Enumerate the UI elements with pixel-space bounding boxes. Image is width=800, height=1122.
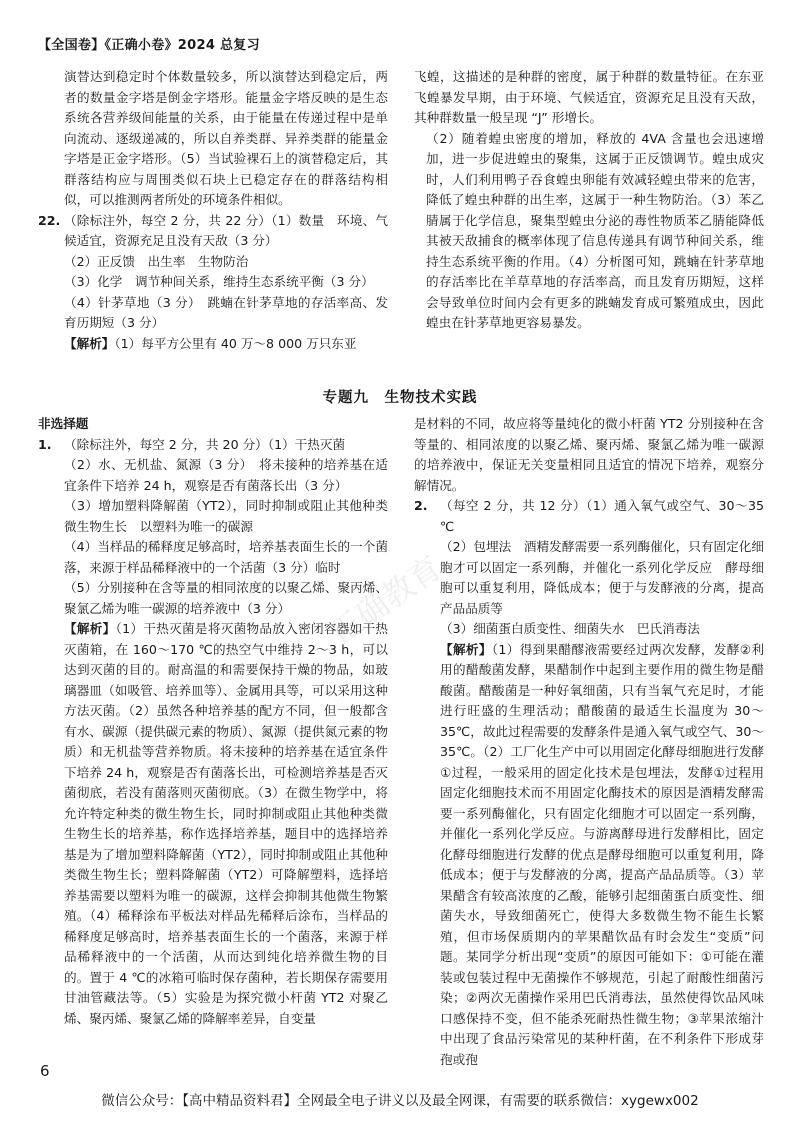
- analysis-tag: 【解析】: [440, 641, 492, 657]
- answer-line: （3）化学 调节种间关系，维持生态系统平衡（3 分）: [64, 274, 374, 289]
- answer-line: （3）细菌蛋白质变性、细菌失水 巴氏消毒法: [440, 621, 700, 636]
- paragraph: 演替达到稳定时个体数量较多，所以演替达到稳定后，两者的数量金字塔是倒金字塔形。能量金字塔反映的是生态系统各营养级间能量的关系，由于能量在传递过程中是单向流动、逐级递减的，所以自养类群、异养类群的能量金字塔是正金字塔形。（5）当试验裸石上的演替稳定后，其群落结构应与周围类似石块上已稳定存在的群落结构相似，可以推测两者所处的环境条件相似。: [64, 69, 388, 207]
- question-number: 2.: [414, 498, 428, 513]
- question-number: 22.: [38, 212, 61, 228]
- answer-line: （3）增加塑料降解菌（YT2），同时抑制或阻止其他种类微生物生长 以塑料为唯一的碳源: [64, 498, 388, 534]
- watermark-text: 正确教育: [322, 548, 449, 653]
- paragraph: （2）随着蝗虫密度的增加，释放的 4VA 含量也会迅速增加，进一步促进蝗虫的聚集，这属于正反馈调节。蝗虫成灾时，人们利用鸭子吞食蝗虫卵能有效减轻蝗虫带来的危害，降低了蝗虫种群的出生率，这属于一种生物防治。（3）苯乙腈属于化学信息，聚集型蝗虫分泌的毒性物质苯乙腈能降低其被天敌捕食的概率体现了信息传递具有调节种间关系，维持生态系统平衡的作用。（4）分析图可知，跳蝻在针茅草地的存活率比在羊草草地的存活率高，而且发育历期短，这样会导致单位时间内会有更多的跳蝻发育成可繁殖成虫，因此蝗虫在针茅草地更容易暴发。: [426, 130, 764, 330]
- answer-line: （2）正反馈 出生率 生物防治: [64, 253, 249, 269]
- question-22: [38, 211, 388, 355]
- paragraph: 是材料的不同，故应将等量纯化的微小杆菌 YT2 分别接种在含等量的、相同浓度的以聚乙烯、聚丙烯、聚氯乙烯为唯一碳源的培养液中，保证无关变量相同且适宜的情况下培养，观察分解情况。: [414, 416, 764, 493]
- top-left-column: [38, 67, 388, 354]
- analysis: [440, 640, 764, 1071]
- footer-notice: 微信公众号：【高中精品资料君】全网最全电子讲义以及最全网课，有需要的联系微信：xygewx002: [101, 1093, 699, 1109]
- paragraph: 飞蝗，这描述的是种群的密度，属于种群的数量特征。在东亚飞蝗暴发早期，由于环境、气候适宜，资源充足且没有天敌，其种群数量一般呈现 “J” 形增长。: [414, 69, 764, 125]
- answer-line: （5）分别接种在含等量的相同浓度的以聚乙烯、聚丙烯、聚氯乙烯为唯一碳源的培养液中（3 分）: [64, 580, 388, 616]
- answer-line: （4）针茅草地（3 分） 跳蝻在针茅草地的存活率高、发育历期短（3 分）: [64, 294, 388, 330]
- subhead: 非选择题: [38, 416, 89, 431]
- analysis-text: （1）每平方公里有 40 万～8 000 万只东亚: [114, 335, 357, 351]
- answer-line: （每空 2 分，共 12 分）（1）通入氧气或空气、30～35 ℃: [440, 498, 764, 534]
- analysis-text: （1）得到果醋醪液需要经过两次发酵，发酵②利用的醋酸菌发酵，果醋制作中起到主要作用的微生物是醋酸菌。醋酸菌是一种好氧细菌，只有当氧气充足时，才能进行旺盛的生理活动；醋酸菌的最适生长温度为 30～35℃，故此过程需要的发酵条件是通入氧气或空气、30～35℃。（2）工厂化生产中可以用固定化酵母细胞进行发酵①过程，一般采用的固定化技术是包埋法，发酵①过程用固定化细胞技术而不用固定化酶技术的原因是酒精发酵需要一系列酶催化，只有固定化细胞才可以固定一系列酶，并催化一系列化学反应。与游离酵母进行发酵相比，固定化酵母细胞进行发酵的优点是酵母细胞可以重复利用，降低成本；便于与发酵液的分离，提高产品品质等。（3）苹果醋含有较高浓度的乙酸，能够引起细菌蛋白质变性、细菌失水，导致细菌死亡，使得大多数微生物不能生长繁殖，但市场保质期内的苹果醋饮品有时会发生“变质”问题。某同学分析出现“变质”的原因可能如下：①可能在灌装或包装过程中无菌操作不够规范，引起了耐酸性细菌污染；②两次无菌操作采用巴氏消毒法，虽然使得饮品风味口感保持不变，但不能杀死耐热性微生物；③苹果浓缩汁中出现了食品污染常见的某种杆菌，在不利条件下形成芽孢或孢: [440, 641, 764, 1067]
- answer-line: （除标注外，每空 2 分，共 22 分）（1）数量 环境、气候适宜，资源充足且没有天敌（3 分）: [64, 212, 388, 248]
- page-header: 【全国卷】《正确小卷》2024 总复习: [38, 38, 260, 53]
- analysis: [64, 619, 388, 1029]
- analysis-text: （1）干热灭菌是将灭菌物品放入密闭容器如干热灭菌箱，在 160～170 ℃的热空气中维持 2～3 h，可以达到灭菌的目的。耐高温的和需要保持干燥的物品，如玻璃器皿（如吸管、培养皿等）、金属用具等，可以采用这种方法灭菌。（2）虽然各种培养基的配方不同，但一般都含有水、碳源（提供碳元素的物质）、氮源（提供氮元素的物质）和无机盐等营养物质。将未接种的培养基在适宜条件下培养 24 h，观察是否有菌落长出，可检测培养基是否灭菌彻底，若没有菌落则灭菌彻底。（3）在微生物学中，将允许特定种类的微生物生长，同时抑制或阻止其他种类微生物生长的培养基，称作选择培养基，题目中的选择培养基是为了增加塑料降解菌（YT2），同时抑制或阻止其他种类微生物生长；塑料降解菌（YT2）可降解塑料，选择培养基需要以塑料为唯一的碳源，这样会抑制其他微生物繁殖。（4）稀释涂布平板法对样品先稀释后涂布，当样品的稀释度足够高时，培养基表面生长的一个菌落，来源于样品稀释液中的一个活菌，从而达到纯化培养微生物的目的。置于 4 ℃的冰箱可临时保存菌种，若长期保存需要用甘油管藏法等。（5）实验是为探究微小杆菌 YT2 对聚乙烯、聚丙烯、聚氯乙烯的降解率差异，自变量: [64, 621, 389, 1026]
- answer-line: （2）水、无机盐、氮源（3 分） 将未接种的培养基在适宜条件下培养 24 h，观察是否有菌落长出（3 分）: [64, 457, 388, 493]
- page-number: 6: [40, 1062, 50, 1080]
- answer-line: （4）当样品的稀释度足够高时，培养基表面生长的一个菌落，来源于样品稀释液中的一个活菌（3 分）临时: [64, 539, 388, 575]
- bottom-right-column: [414, 414, 764, 1070]
- bottom-left-column: [38, 414, 388, 1029]
- answer-line: （2）包埋法 酒精发酵需要一系列酶催化，只有固定化细胞才可以固定一系列酶，并催化一系列化学反应 酵母细胞可以重复利用，降低成本；便于与发酵液的分离，提高产品品质等: [440, 539, 764, 616]
- analysis: [64, 334, 388, 355]
- question-1: [38, 435, 388, 1030]
- question-number: 1.: [38, 436, 52, 452]
- section-title: 专题九 生物技术实践: [322, 390, 478, 406]
- analysis-tag: 【解析】: [64, 621, 116, 636]
- answer-line: （除标注外，每空 2 分，共 20 分）（1）干热灭菌: [64, 436, 346, 452]
- top-right-column: [414, 67, 764, 334]
- analysis-tag: 【解析】: [64, 335, 115, 351]
